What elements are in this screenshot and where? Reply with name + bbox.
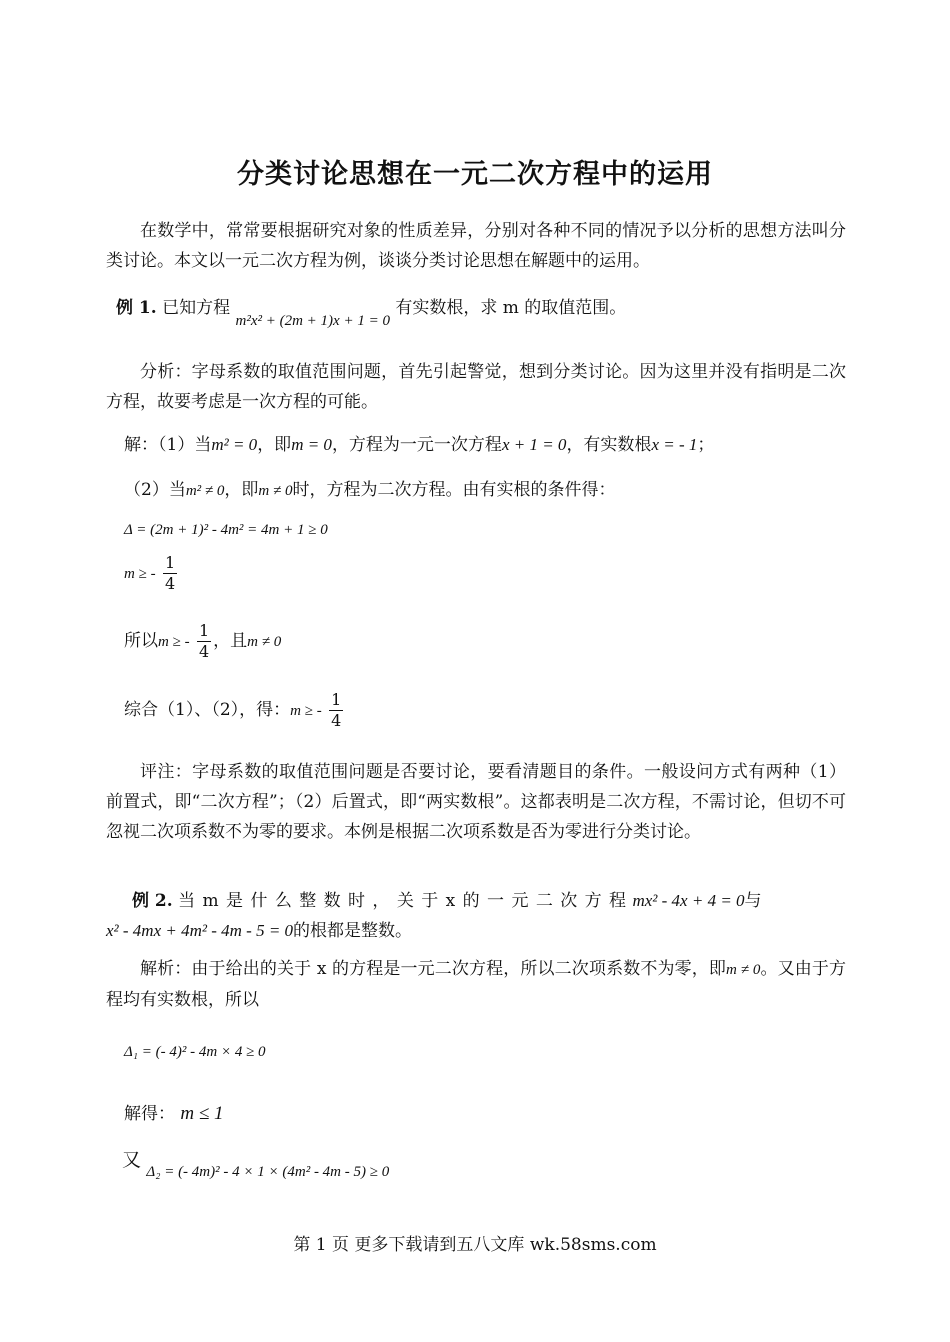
- case1-mid3: ，有实数根: [566, 435, 652, 455]
- combine-fraction-denominator: 4: [331, 711, 342, 730]
- so-prefix: 所以: [124, 631, 158, 651]
- solve-line: [124, 1099, 224, 1125]
- case1-mid2: ，方程为一元一次方程: [331, 435, 502, 455]
- delta1-inequality: Δ₁ = (- 4)² - 4m × 4 ≥ 0: [124, 1044, 266, 1060]
- comment1-text: 评注：字母系数的取值范围问题是否要讨论，要看清题目的条件。一般设问方式有两种（1）前置式，即“二次方程”；（2）后置式，即“两实数根”。这都表明是二次方程，不需讨论，但切不可忽视二次项系数不为零的要求。本例是根据二次项系数是否为零进行分类讨论。: [106, 762, 846, 842]
- example2-text1: 当 m 是 什 么 整 数 时 ， 关 于 x 的 一 元 二 次 方 程: [178, 891, 628, 911]
- example1-label: 例 1.: [116, 298, 157, 318]
- case2-condition: m² ≠ 0: [185, 483, 225, 499]
- case1-end: ；: [697, 435, 715, 455]
- example1-equation: m²x² + (2m + 1)x + 1 = 0: [235, 313, 390, 329]
- so-fraction-denominator: 4: [198, 642, 210, 661]
- again-line: [122, 1145, 390, 1180]
- combine-prefix: 综合（1）、（2），得：: [124, 700, 291, 720]
- example1-line: [116, 293, 627, 329]
- case1-root: x = - 1: [651, 435, 698, 454]
- solve-value: m ≤ 1: [180, 1103, 224, 1124]
- fraction-numerator: 1: [164, 553, 176, 572]
- so-fraction: [197, 621, 211, 662]
- example2-equation1: mx² - 4x + 4 = 0: [632, 891, 745, 910]
- analysis1-text: 分析：字母系数的取值范围问题，首先引起警觉，想到分类讨论。因为这里并没有指明是二次方程，故要考虑是一次方程的可能。: [106, 362, 846, 412]
- again-label: 又: [122, 1149, 142, 1171]
- so-fraction-numerator: 1: [198, 621, 210, 640]
- combine-line: [124, 690, 345, 731]
- case1-mid1: ，即: [257, 435, 292, 455]
- case2-mid: ，即: [224, 480, 259, 500]
- analysis2-text: [106, 954, 846, 1015]
- solution1-case2: [124, 475, 615, 500]
- analysis2-text2: 。又由于方程均有实数根，所以: [106, 959, 846, 1010]
- comment1-paragraph: [106, 757, 846, 847]
- case1-condition: m² = 0: [211, 435, 258, 454]
- case2-prefix: （2）当: [124, 480, 186, 500]
- delta-inequality: Δ = (2m + 1)² - 4m² = 4m + 1 ≥ 0: [124, 522, 328, 538]
- example2-line2: [106, 916, 412, 941]
- so-mid: ，且: [213, 631, 248, 651]
- solve-label: 解得：: [124, 1104, 175, 1124]
- example1-post: 有实数根，求 m 的取值范围。: [395, 298, 627, 318]
- example2-label: 例 2.: [132, 891, 173, 911]
- page-footer: 第 1 页 更多下载请到五八文库 wk.58sms.com: [293, 1235, 657, 1255]
- m-range-lhs: m ≥ -: [124, 566, 156, 582]
- case1-equation: x + 1 = 0: [501, 435, 567, 454]
- quarter-fraction: [163, 553, 177, 594]
- analysis2-m: m ≠ 0: [726, 962, 761, 978]
- example2-text2: 与: [744, 891, 762, 911]
- case2-end: 时，方程为二次方程。由有实根的条件得：: [292, 480, 616, 500]
- delta2-inequality: Δ₂ = (- 4m)² - 4 × 1 × (4m² - 4m - 5) ≥ 0: [146, 1164, 390, 1180]
- solution1-case1: [124, 430, 714, 455]
- so-lhs: m ≥ -: [158, 634, 190, 650]
- page-title: 分类讨论思想在一元二次方程中的运用: [237, 159, 713, 190]
- example1-pre: 已知方程: [162, 298, 231, 318]
- m-range-line: [124, 553, 179, 594]
- so-m: m ≠ 0: [247, 634, 282, 650]
- example2-text3: 的根都是整数。: [293, 921, 413, 941]
- analysis2-paragraph: [106, 954, 846, 1015]
- so-line: [124, 621, 281, 662]
- analysis2-text1: 解析：由于给出的关于 x 的方程是一元二次方程，所以二次项系数不为零，即: [140, 959, 726, 979]
- intro-paragraph: [106, 216, 846, 276]
- intro-text: 在数学中，常常要根据研究对象的性质差异，分别对各种不同的情况予以分析的思想方法叫分类讨论。本文以一元二次方程为例，谈谈分类讨论思想在解题中的运用。: [106, 221, 846, 271]
- example2-line1: [132, 886, 847, 911]
- case1-prefix: 解：（1）当: [124, 435, 212, 455]
- combine-lhs: m ≥ -: [290, 703, 322, 719]
- case1-m: m = 0: [291, 435, 332, 454]
- fraction-denominator: 4: [164, 574, 176, 593]
- combine-fraction-numerator: 1: [331, 690, 342, 709]
- example2-equation2: x² - 4mx + 4m² - 4m - 5 = 0: [106, 921, 294, 940]
- combine-fraction: [329, 690, 343, 731]
- analysis1-paragraph: [106, 357, 846, 417]
- case2-m: m ≠ 0: [258, 483, 293, 499]
